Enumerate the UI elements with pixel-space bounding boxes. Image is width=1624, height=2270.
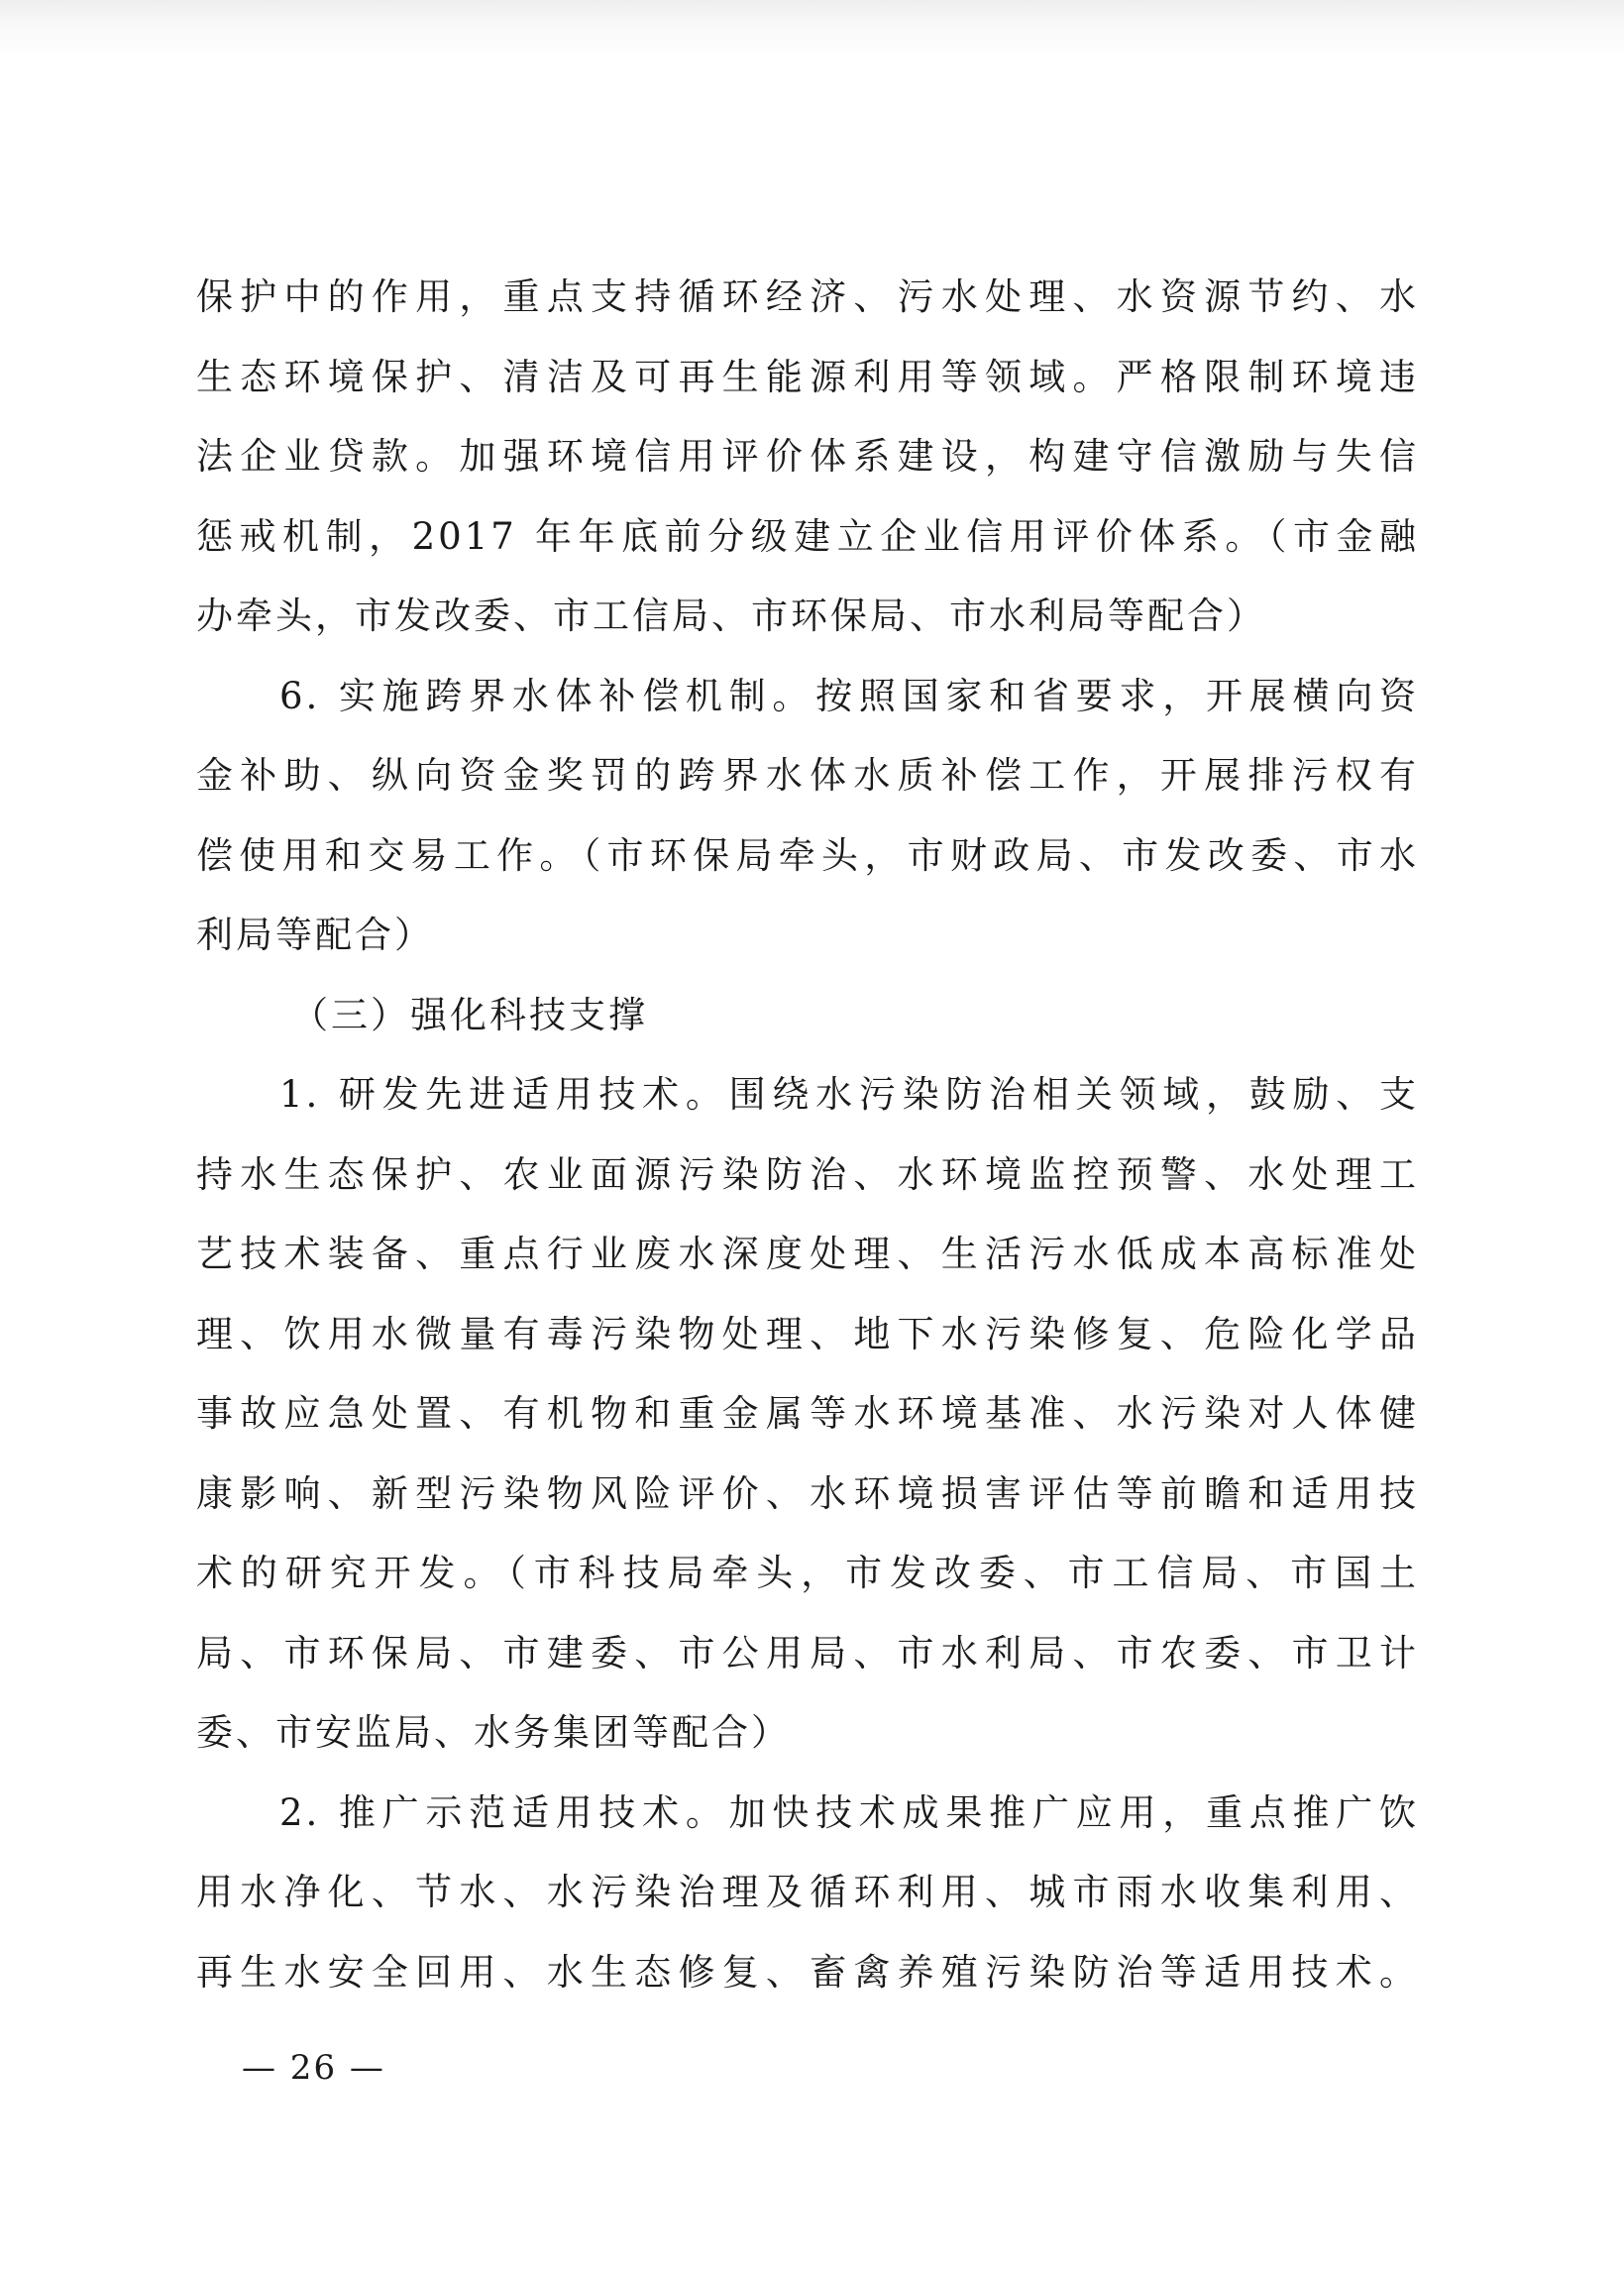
text-line: 持水生态保护、农业面源污染防治、水环境监控预警、水处理工: [196, 1152, 1419, 1196]
text-line: 惩戒机制，2017 年年底前分级建立企业信用评价体系。（市金融: [196, 514, 1419, 558]
text-line: 用水净化、节水、水污染治理及循环利用、城市雨水收集利用、: [196, 1871, 1419, 1913]
section-heading: （三）强化科技支撑: [291, 993, 648, 1036]
text-line: 再生水安全回用、水生态修复、畜禽养殖污染防治等适用技术。: [196, 1950, 1419, 1994]
text-line: 金补助、纵向资金奖罚的跨界水体水质补偿工作，开展排污权有: [196, 754, 1419, 797]
page-number: — 26 —: [242, 2048, 385, 2088]
text-line: 艺技术装备、重点行业废水深度处理、生活污水低成本高标准处: [196, 1233, 1419, 1275]
text-line: 2. 推广示范适用技术。加快技术成果推广应用，重点推广饮: [279, 1790, 1419, 1834]
text-line: 事故应急处置、有机物和重金属等水环境基准、水污染对人体健: [196, 1392, 1419, 1435]
text-line: 理、饮用水微量有毒污染物处理、地下水污染修复、危险化学品: [196, 1312, 1419, 1355]
text-line: 法企业贷款。加强环境信用评价体系建设，构建守信激励与失信: [196, 435, 1419, 478]
text-line: 委、市安监局、水务集团等配合）: [196, 1711, 791, 1754]
scan-shadow: [0, 0, 1624, 59]
text-line: 康影响、新型污染物风险评价、水环境损害评估等前瞻和适用技: [196, 1471, 1419, 1515]
text-line: 术的研究开发。（市科技局牵头，市发改委、市工信局、市国土: [196, 1552, 1419, 1594]
text-line: 办牵头，市发改委、市工信局、市环保局、市水利局等配合）: [196, 595, 1266, 637]
text-line: 局、市环保局、市建委、市公用局、市水利局、市农委、市卫计: [196, 1631, 1419, 1675]
body-text: [196, 258, 1419, 2012]
text-line: 6. 实施跨界水体补偿机制。按照国家和省要求，开展横向资: [279, 674, 1419, 717]
text-line: 偿使用和交易工作。（市环保局牵头，市财政局、市发改委、市水: [196, 833, 1419, 877]
text-line: 生态环境保护、清洁及可再生能源利用等领域。严格限制环境违: [196, 355, 1419, 398]
text-line: 保护中的作用，重点支持循环经济、污水处理、水资源节约、水: [196, 275, 1419, 318]
text-line: 利局等配合）: [196, 914, 434, 956]
text-line: 1. 研发先进适用技术。围绕水污染防治相关领域，鼓励、支: [279, 1073, 1419, 1116]
